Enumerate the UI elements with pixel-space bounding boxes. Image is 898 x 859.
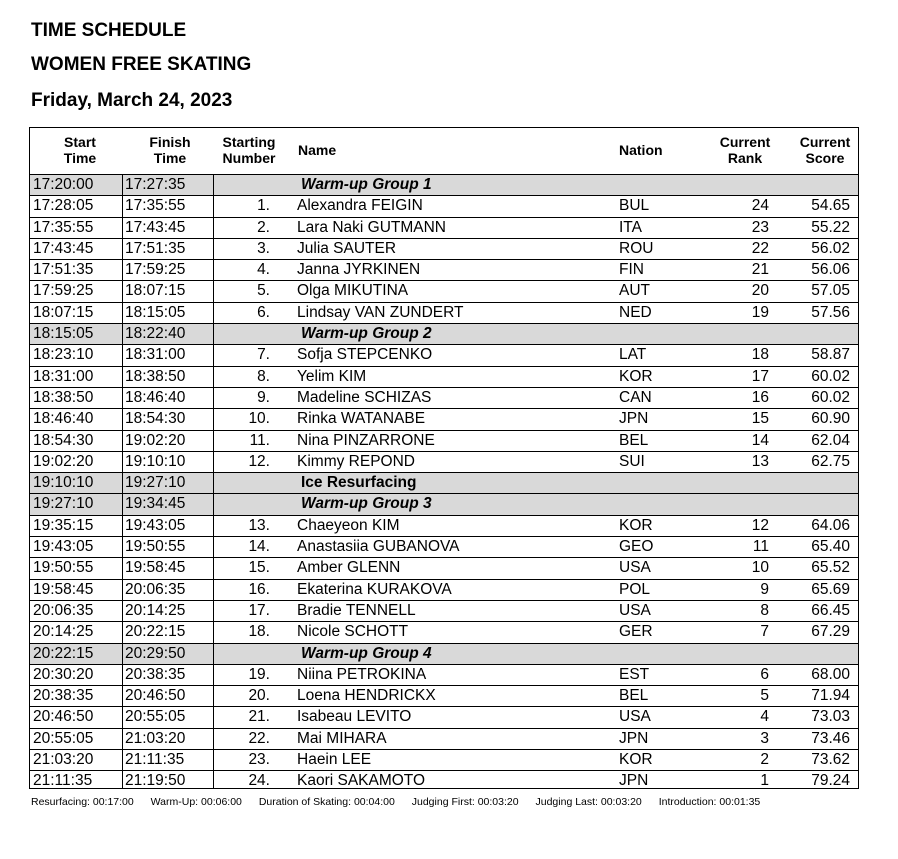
table-row (30, 344, 858, 365)
finish-time-cell: 18:38:50 (125, 367, 186, 385)
group-label-cell: Ice Resurfacing (301, 474, 417, 492)
start-time-cell: 17:43:45 (33, 239, 94, 257)
start-time-cell: 19:58:45 (33, 580, 94, 598)
footer-judging-last: Judging Last: 00:03:20 (535, 796, 642, 808)
nation-cell: ROU (619, 239, 654, 257)
nation-cell: KOR (619, 516, 653, 534)
current-score-cell: 62.75 (811, 452, 850, 470)
starting-number-cell: 5. (257, 282, 270, 300)
starting-number-cell: 23. (248, 751, 270, 769)
skater-name-cell: Kaori SAKAMOTO (297, 772, 426, 790)
starting-number-cell: 12. (248, 452, 270, 470)
event-title: WOMEN FREE SKATING (31, 54, 252, 75)
starting-number-cell: 4. (257, 261, 270, 279)
table-row (30, 664, 858, 685)
finish-time-cell: 19:43:05 (125, 516, 186, 534)
footer-resurfacing: Resurfacing: 00:17:00 (31, 796, 134, 808)
finish-time-cell: 20:22:15 (125, 623, 186, 641)
starting-number-cell: 8. (257, 367, 270, 385)
nation-cell: USA (619, 708, 651, 726)
table-row (30, 515, 858, 536)
header-current-score (792, 134, 858, 166)
current-rank-cell: 1 (760, 772, 769, 790)
table-row (30, 451, 858, 472)
starting-number-cell: 15. (248, 559, 270, 577)
resurfacing-row (30, 472, 858, 493)
finish-time-cell: 18:15:05 (125, 303, 186, 321)
nation-cell: POL (619, 580, 651, 598)
skater-name-cell: Nicole SCHOTT (297, 623, 409, 641)
starting-number-cell: 6. (257, 303, 270, 321)
header-start-time (48, 134, 112, 166)
nation-cell: AUT (619, 282, 650, 300)
current-rank-cell: 12 (751, 516, 769, 534)
starting-number-cell: 18. (248, 623, 270, 641)
current-score-cell: 64.06 (811, 516, 850, 534)
table-row (30, 685, 858, 706)
skater-name-cell: Sofja STEPCENKO (297, 346, 433, 364)
starting-number-cell: 7. (257, 346, 270, 364)
schedule-table (29, 127, 859, 789)
start-time-cell: 19:50:55 (33, 559, 94, 577)
finish-time-cell: 19:27:10 (125, 474, 186, 492)
nation-cell: JPN (619, 729, 649, 747)
nation-cell: KOR (619, 751, 653, 769)
current-rank-cell: 23 (751, 218, 769, 236)
start-time-cell: 18:46:40 (33, 410, 94, 428)
header-nation: Nation (619, 142, 663, 158)
finish-time-cell: 21:19:50 (125, 772, 186, 790)
start-time-cell: 18:07:15 (33, 303, 94, 321)
skater-name-cell: Bradie TENNELL (297, 601, 416, 619)
nation-cell: CAN (619, 388, 652, 406)
table-row (30, 600, 858, 621)
finish-time-cell: 20:38:35 (125, 665, 186, 683)
current-rank-cell: 19 (751, 303, 769, 321)
skater-name-cell: Lara Naki GUTMANN (297, 218, 446, 236)
table-row (30, 430, 858, 451)
table-row (30, 536, 858, 557)
skater-name-cell: Niina PETROKINA (297, 665, 427, 683)
current-rank-cell: 14 (751, 431, 769, 449)
header-score-line1: Current (799, 134, 851, 150)
current-rank-cell: 11 (752, 538, 769, 556)
start-time-cell: 17:28:05 (33, 197, 94, 215)
current-score-cell: 55.22 (811, 218, 850, 236)
group-label-cell: Warm-up Group 4 (301, 644, 432, 662)
finish-time-cell: 21:11:35 (125, 751, 185, 769)
footer-duration: Duration of Skating: 00:04:00 (258, 796, 395, 808)
start-time-cell: 19:10:10 (33, 474, 94, 492)
group-label-cell: Warm-up Group 1 (301, 176, 432, 193)
header-starting-number (214, 134, 284, 166)
starting-number-cell: 17. (248, 601, 270, 619)
skater-name-cell: Olga MIKUTINA (297, 282, 409, 300)
start-time-cell: 18:38:50 (33, 388, 94, 406)
current-rank-cell: 22 (751, 239, 769, 257)
start-time-cell: 18:54:30 (33, 431, 94, 449)
start-time-cell: 17:59:25 (33, 282, 94, 300)
start-time-cell: 20:06:35 (33, 601, 94, 619)
nation-cell: USA (619, 559, 651, 577)
current-rank-cell: 7 (760, 623, 769, 641)
skater-name-cell: Chaeyeon KIM (297, 516, 400, 534)
finish-time-cell: 17:43:45 (125, 218, 186, 236)
nation-cell: BUL (619, 197, 650, 215)
current-score-cell: 73.46 (811, 729, 850, 747)
nation-cell: KOR (619, 367, 653, 385)
finish-time-cell: 19:58:45 (125, 559, 186, 577)
current-score-cell: 60.02 (811, 367, 850, 385)
header-name: Name (298, 142, 337, 158)
skater-name-cell: Mai MIHARA (297, 729, 387, 747)
group-label-cell: Warm-up Group 2 (301, 325, 432, 343)
starting-number-cell: 13. (248, 516, 270, 534)
nation-cell: GEO (619, 538, 654, 556)
current-score-cell: 67.29 (811, 623, 850, 641)
current-score-cell: 54.65 (811, 197, 850, 215)
starting-number-cell: 16. (248, 580, 270, 598)
header-rank-line2: Rank (727, 150, 763, 166)
finish-time-cell: 20:06:35 (125, 580, 186, 598)
table-row (30, 408, 858, 429)
column-divider (122, 174, 123, 788)
skater-name-cell: Amber GLENN (297, 559, 401, 577)
starting-number-cell: 19. (248, 665, 270, 683)
current-score-cell: 65.52 (811, 559, 850, 577)
current-score-cell: 68.00 (811, 665, 850, 683)
header-starting-line2: Number (222, 150, 276, 166)
current-rank-cell: 18 (751, 346, 769, 364)
finish-time-cell: 21:03:20 (125, 729, 186, 747)
start-time-cell: 21:03:20 (33, 751, 94, 769)
footer-judging-first: Judging First: 00:03:20 (411, 796, 519, 808)
starting-number-cell: 3. (257, 239, 270, 257)
header-start-line2: Time (63, 150, 97, 166)
warmup-group-row (30, 323, 858, 344)
current-rank-cell: 15 (751, 410, 769, 428)
nation-cell: EST (619, 665, 650, 683)
finish-time-cell: 19:34:45 (125, 495, 186, 513)
current-score-cell: 60.90 (811, 410, 850, 428)
nation-cell: USA (619, 601, 651, 619)
current-score-cell: 56.02 (811, 239, 850, 257)
starting-number-cell: 1. (257, 197, 270, 215)
current-rank-cell: 17 (751, 367, 769, 385)
start-time-cell: 19:27:10 (33, 495, 94, 513)
skater-name-cell: Madeline SCHIZAS (297, 388, 432, 406)
finish-time-cell: 17:51:35 (125, 239, 186, 257)
header-finish-time (138, 134, 202, 166)
header-finish-line2: Time (153, 150, 187, 166)
skater-name-cell: Lindsay VAN ZUNDERT (297, 303, 464, 321)
starting-number-cell: 21. (248, 708, 270, 726)
warmup-group-row (30, 643, 858, 664)
skater-name-cell: Julia SAUTER (297, 239, 397, 257)
skater-name-cell: Kimmy REPOND (297, 452, 415, 470)
document-title: TIME SCHEDULE (31, 20, 187, 41)
start-time-cell: 18:15:05 (33, 325, 94, 343)
nation-cell: BEL (619, 687, 649, 705)
nation-cell: LAT (619, 346, 647, 364)
starting-number-cell: 24. (248, 772, 270, 790)
finish-time-cell: 20:46:50 (125, 687, 186, 705)
current-score-cell: 62.04 (811, 431, 850, 449)
header-current-rank (712, 134, 778, 166)
start-time-cell: 20:46:50 (33, 708, 94, 726)
start-time-cell: 19:43:05 (33, 538, 94, 556)
event-date: Friday, March 24, 2023 (31, 90, 233, 111)
current-score-cell: 79.24 (811, 772, 850, 790)
table-row (30, 770, 858, 791)
table-header (30, 128, 858, 175)
current-score-cell: 73.03 (811, 708, 850, 726)
current-score-cell: 71.94 (811, 687, 850, 705)
current-rank-cell: 16 (751, 388, 769, 406)
header-rank-line1: Current (719, 134, 771, 150)
start-time-cell: 20:55:05 (33, 729, 94, 747)
table-row (30, 557, 858, 578)
skater-name-cell: Nina PINZARRONE (297, 431, 435, 449)
start-time-cell: 21:11:35 (33, 772, 93, 790)
table-row (30, 579, 858, 600)
nation-cell: BEL (619, 431, 649, 449)
start-time-cell: 17:35:55 (33, 218, 94, 236)
current-score-cell: 65.69 (811, 580, 850, 598)
finish-time-cell: 19:10:10 (125, 452, 186, 470)
header-score-line2: Score (805, 150, 845, 166)
current-rank-cell: 2 (760, 751, 769, 769)
current-score-cell: 65.40 (811, 538, 850, 556)
header-starting-line1: Starting (222, 134, 276, 150)
skater-name-cell: Alexandra FEIGIN (297, 197, 423, 215)
current-score-cell: 73.62 (811, 751, 850, 769)
skater-name-cell: Yelim KIM (297, 367, 367, 385)
start-time-cell: 19:35:15 (33, 516, 94, 534)
start-time-cell: 20:22:15 (33, 644, 94, 662)
column-divider (213, 174, 214, 788)
start-time-cell: 18:23:10 (33, 346, 94, 364)
current-score-cell: 66.45 (811, 601, 850, 619)
start-time-cell: 18:31:00 (33, 367, 94, 385)
finish-time-cell: 20:29:50 (125, 644, 186, 662)
table-body (30, 174, 858, 792)
finish-time-cell: 18:22:40 (125, 325, 186, 343)
current-score-cell: 60.02 (811, 388, 850, 406)
table-row (30, 621, 858, 642)
current-score-cell: 57.56 (811, 303, 850, 321)
table-row (30, 387, 858, 408)
starting-number-cell: 10. (248, 410, 270, 428)
current-rank-cell: 8 (760, 601, 769, 619)
finish-time-cell: 18:54:30 (125, 410, 186, 428)
starting-number-cell: 20. (248, 687, 270, 705)
group-label-cell: Warm-up Group 3 (301, 495, 432, 513)
skater-name-cell: Rinka WATANABE (297, 410, 426, 428)
current-score-cell: 56.06 (811, 261, 850, 279)
current-score-cell: 57.05 (811, 282, 850, 300)
current-rank-cell: 20 (751, 282, 769, 300)
nation-cell: JPN (619, 772, 649, 790)
start-time-cell: 20:14:25 (33, 623, 94, 641)
table-row (30, 302, 858, 323)
nation-cell: NED (619, 303, 652, 321)
finish-time-cell: 17:27:35 (125, 176, 186, 193)
finish-time-cell: 18:31:00 (125, 346, 186, 364)
header-start-line1: Start (64, 134, 96, 150)
table-row (30, 728, 858, 749)
current-rank-cell: 3 (760, 729, 769, 747)
skater-name-cell: Anastasiia GUBANOVA (297, 538, 460, 556)
nation-cell: FIN (619, 261, 644, 279)
start-time-cell: 17:51:35 (33, 261, 94, 279)
start-time-cell: 17:20:00 (33, 176, 94, 193)
start-time-cell: 19:02:20 (33, 452, 94, 470)
table-row (30, 280, 858, 301)
starting-number-cell: 2. (257, 218, 270, 236)
starting-number-cell: 11. (249, 431, 270, 449)
current-rank-cell: 10 (751, 559, 769, 577)
finish-time-cell: 20:55:05 (125, 708, 186, 726)
current-rank-cell: 9 (760, 580, 769, 598)
current-rank-cell: 21 (751, 261, 769, 279)
finish-time-cell: 18:46:40 (125, 388, 186, 406)
table-row (30, 195, 858, 216)
table-row (30, 706, 858, 727)
starting-number-cell: 9. (257, 388, 270, 406)
skater-name-cell: Isabeau LEVITO (297, 708, 412, 726)
nation-cell: SUI (619, 452, 645, 470)
nation-cell: ITA (619, 218, 642, 236)
header-finish-line1: Finish (149, 134, 191, 150)
warmup-group-row (30, 493, 858, 514)
starting-number-cell: 14. (248, 538, 270, 556)
current-rank-cell: 4 (760, 708, 769, 726)
footer-introduction: Introduction: 00:01:35 (658, 796, 761, 808)
finish-time-cell: 20:14:25 (125, 601, 186, 619)
current-rank-cell: 5 (760, 687, 769, 705)
current-score-cell: 58.87 (811, 346, 850, 364)
start-time-cell: 20:38:35 (33, 687, 94, 705)
current-rank-cell: 13 (751, 452, 769, 470)
starting-number-cell: 22. (248, 729, 270, 747)
table-row (30, 259, 858, 280)
table-row (30, 238, 858, 259)
start-time-cell: 20:30:20 (33, 665, 94, 683)
finish-time-cell: 17:59:25 (125, 261, 186, 279)
current-rank-cell: 24 (751, 197, 769, 215)
table-row (30, 366, 858, 387)
warmup-group-row (30, 174, 858, 195)
skater-name-cell: Haein LEE (297, 751, 372, 769)
table-row (30, 217, 858, 238)
skater-name-cell: Janna JYRKINEN (297, 261, 421, 279)
finish-time-cell: 18:07:15 (125, 282, 186, 300)
nation-cell: JPN (619, 410, 649, 428)
timing-footer (31, 796, 774, 808)
table-row (30, 749, 858, 770)
current-rank-cell: 6 (760, 665, 769, 683)
nation-cell: GER (619, 623, 653, 641)
skater-name-cell: Loena HENDRICKX (297, 687, 436, 705)
footer-warmup: Warm-Up: 00:06:00 (150, 796, 242, 808)
finish-time-cell: 19:02:20 (125, 431, 186, 449)
finish-time-cell: 19:50:55 (125, 538, 186, 556)
skater-name-cell: Ekaterina KURAKOVA (297, 580, 452, 598)
finish-time-cell: 17:35:55 (125, 197, 186, 215)
